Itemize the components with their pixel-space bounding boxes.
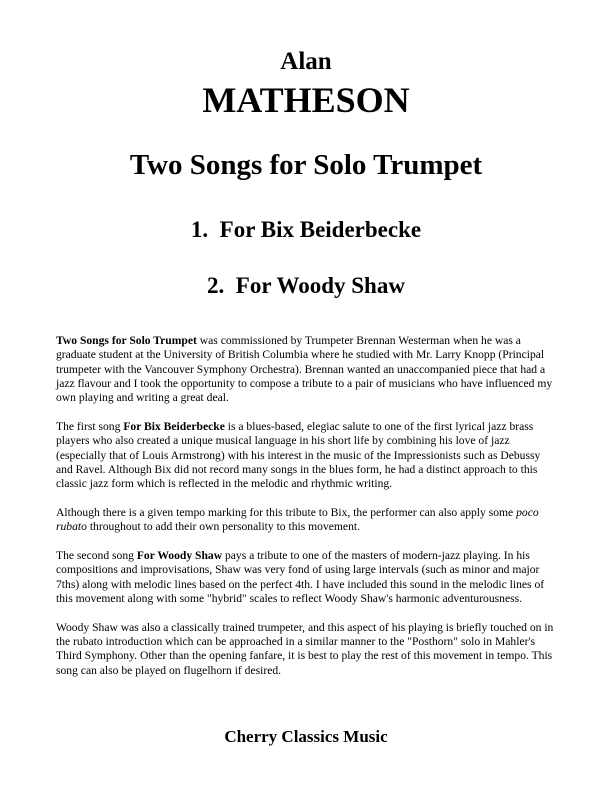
publisher-name: Cherry Classics Music — [224, 727, 388, 746]
notes-p3-intro: Although there is a given tempo marking for this tribute to Bix, the performer can also apply some — [56, 505, 517, 519]
composer-last-name: MATHESON — [202, 80, 410, 120]
notes-paragraph-4 — [56, 549, 556, 606]
movement-2-heading — [0, 272, 612, 300]
notes-p4-text: pays a tribute to one of the masters of modern-jazz playing. In his compositions and improvisations, Shaw was very fond of using large intervals (such as minor and major 7ths) along with melodic lines based on the perfect 4th. I have included this sound in the melodic lines of this movement along with some "hybrid" scales to reflect Woody Shaw's harmonic adventurousness. — [56, 549, 545, 605]
composer-first-name: Alan — [280, 48, 332, 75]
notes-p3-italic-term: poco rubato — [56, 505, 539, 534]
notes-paragraph-2 — [56, 420, 556, 491]
notes-p2-text: is a blues-based, elegiac salute to one of the first lyrical jazz brass players who also created a unique musical language in his short life by combining his love of jazz (especially that of Louis Armstrong) with his interest in the music of the Impressionists such as Debussy and Ravel. Although Bix did not record many songs in the blues form, he had a distinct approach to this classic jazz form which is reflected in the melodic and rhythmic writing. — [56, 419, 541, 491]
notes-p5-text: Woody Shaw was also a classically trained trumpeter, and this aspect of his playing is briefly touched on in the rubato introduction which can be approached in a similar manner to the "Posthorn" solo in Mahler's Third Symphony. Other than the opening fanfare, it is best to play the rest of this movement in tempo. This song can also be played on flugelhorn if desired. — [56, 620, 554, 677]
notes-p3-text: throughout to add their own personality to this movement. — [86, 520, 360, 534]
notes-p1-work-title: Two Songs for Solo Trumpet — [56, 334, 197, 347]
movement-2-number: 2. — [207, 273, 225, 298]
movement-2-title: For Woody Shaw — [235, 273, 405, 298]
notes-p4-song-title: For Woody Shaw — [136, 549, 223, 563]
notes-p4-intro: The second song — [56, 549, 137, 563]
notes-paragraph-5 — [56, 621, 556, 678]
notes-paragraph-1 — [56, 334, 556, 405]
work-title: Two Songs for Solo Trumpet — [129, 149, 483, 181]
notes-paragraph-3 — [56, 506, 556, 535]
movement-1-heading — [0, 216, 612, 244]
movement-1-number: 1. — [190, 217, 209, 242]
notes-p1-text: was commissioned by Trumpeter Brennan Westerman when he was a graduate student at the University of British Columbia where he studied with Mr. Larry Knopp (Principal trumpeter with the Vancouver Symphony Orchestra). Brennan wanted an unaccompanied piece that had a jazz flavour and I took the opportunity to compose a tribute to a pair of musicians who have influenced my own playing and writing a great deal. — [56, 334, 553, 405]
notes-p2-song-title: For Bix Beiderbecke — [123, 419, 225, 433]
notes-p2-intro: The first song — [56, 419, 124, 433]
program-notes — [56, 334, 556, 692]
movement-1-title: For Bix Beiderbecke — [219, 217, 422, 242]
